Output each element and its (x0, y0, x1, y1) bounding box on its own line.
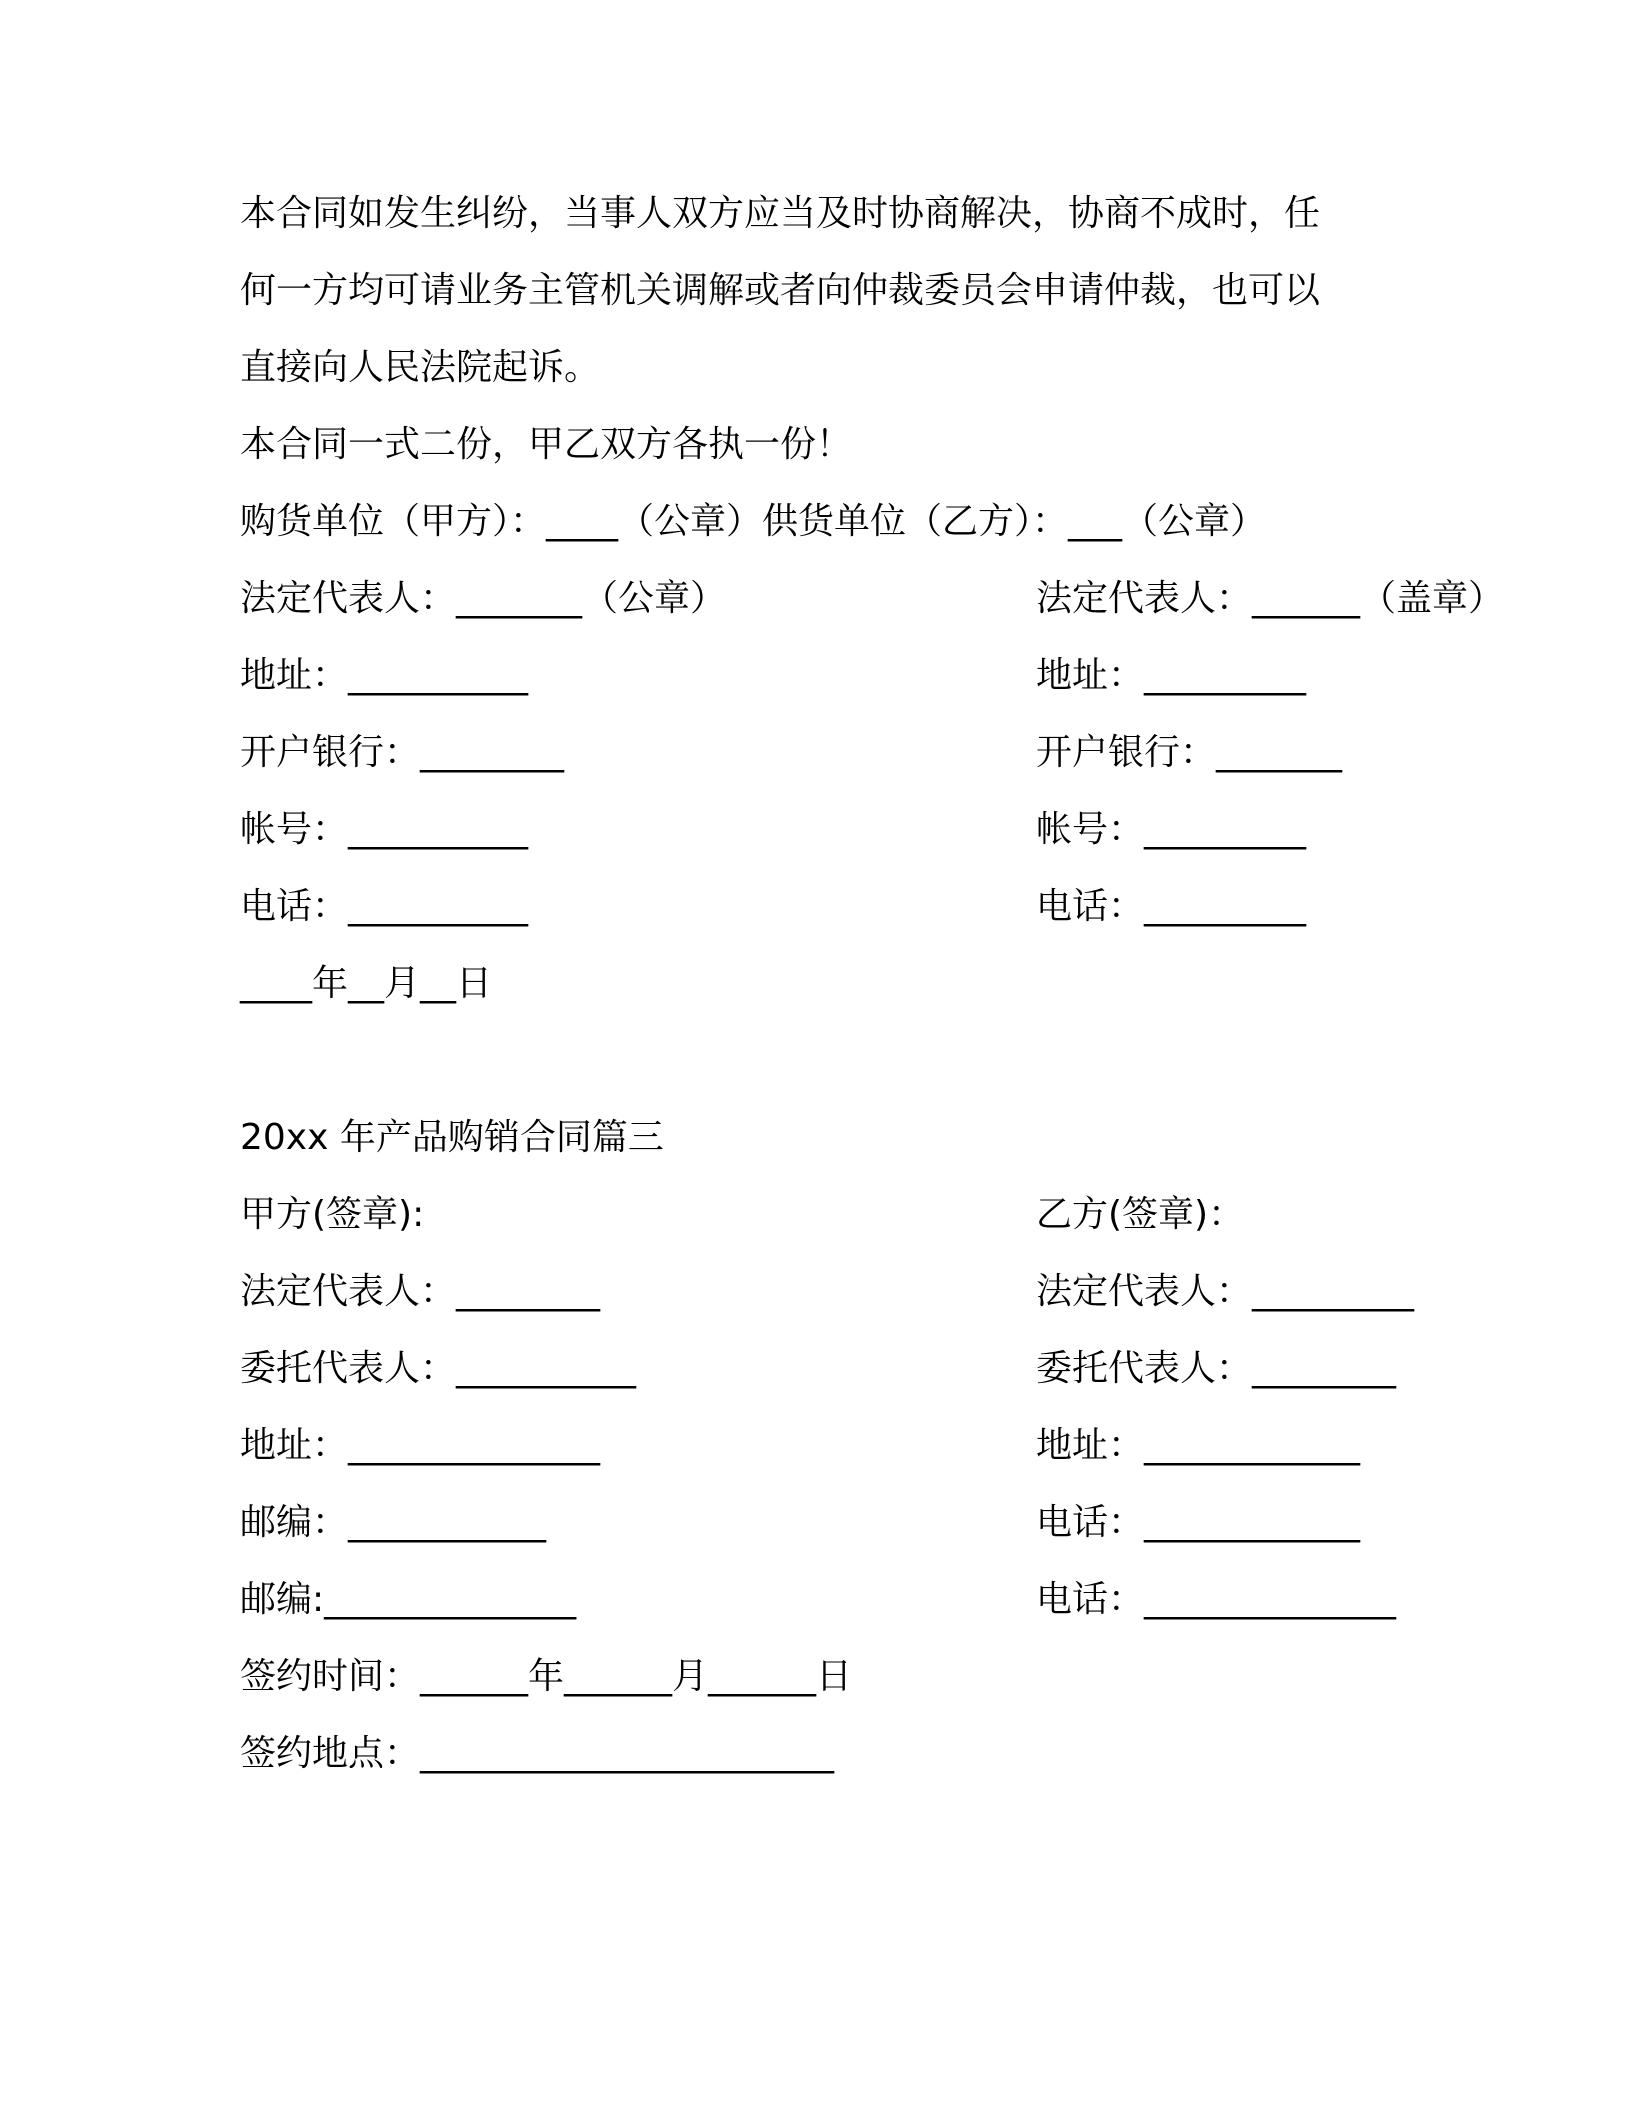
party-a-field: 帐号：__________ (240, 809, 529, 850)
dispute-clause-line-1: 本合同如发生纠纷，当事人双方应当及时协商解决，协商不成时，任 (240, 193, 1321, 234)
section-heading: 20xx 年产品购销合同篇三 (240, 1117, 664, 1158)
sig-row-seal (240, 1191, 1245, 1239)
sig-row-legal-rep (240, 575, 1505, 623)
sig-row-bank (240, 729, 1343, 777)
party-b-field: 地址：_________ (1036, 655, 1307, 696)
party-b-field: 电话：____________ (1036, 1502, 1361, 1543)
party-b-field: 开户银行：_______ (1036, 732, 1343, 773)
buyer-seller-units: 购货单位（甲方）：____（公章）供货单位（乙方）：___（公章） (240, 501, 1267, 542)
party-b-field: 地址：____________ (1036, 1425, 1361, 1466)
party-b-field: 电话：_________ (1036, 886, 1307, 927)
party-a-field: 电话：__________ (240, 886, 529, 927)
sig-row-address (240, 652, 1307, 700)
dispute-clause-line-2: 何一方均可请业务主管机关调解或者向仲裁委员会申请仲裁，也可以 (240, 270, 1321, 311)
party-a-field: 邮编:______________ (240, 1579, 577, 1620)
sig-row-account (240, 806, 1307, 854)
signing-time: 签约时间：______年______月______日 (240, 1656, 853, 1697)
signing-place: 签约地点：_______________________ (240, 1733, 835, 1774)
copies-clause: 本合同一式二份，甲乙双方各执一份！ (240, 424, 853, 465)
party-b-field: 帐号：_________ (1036, 809, 1307, 850)
party-a-field: 委托代表人：__________ (240, 1348, 637, 1389)
sig-row-agent (240, 1345, 1397, 1393)
date-line: ____年__月__日 (240, 963, 493, 1004)
party-a-field: 法定代表人：________ (240, 1271, 601, 1312)
sig-row-legal-rep (240, 1268, 1415, 1316)
party-a-field: 邮编：___________ (240, 1502, 547, 1543)
party-b-field: 委托代表人：________ (1036, 1348, 1397, 1389)
party-b-field: 乙方(签章)： (1036, 1194, 1245, 1235)
sig-row-address (240, 1422, 1361, 1470)
party-a-field: 地址：__________ (240, 655, 529, 696)
party-a-field: 甲方(签章): (240, 1194, 425, 1235)
party-a-field: 地址：______________ (240, 1425, 601, 1466)
sig-row-postcode-2 (240, 1576, 1397, 1624)
sig-row-postcode (240, 1499, 1361, 1547)
party-a-field: 法定代表人：_______（公章） (240, 578, 727, 619)
party-b-field: 法定代表人：______（盖章） (1036, 578, 1505, 619)
party-a-field: 开户银行：________ (240, 732, 565, 773)
sig-row-phone (240, 883, 1307, 931)
party-b-field: 法定代表人：_________ (1036, 1271, 1415, 1312)
dispute-clause-line-3: 直接向人民法院起诉。 (240, 347, 601, 388)
party-b-field: 电话：______________ (1036, 1579, 1397, 1620)
